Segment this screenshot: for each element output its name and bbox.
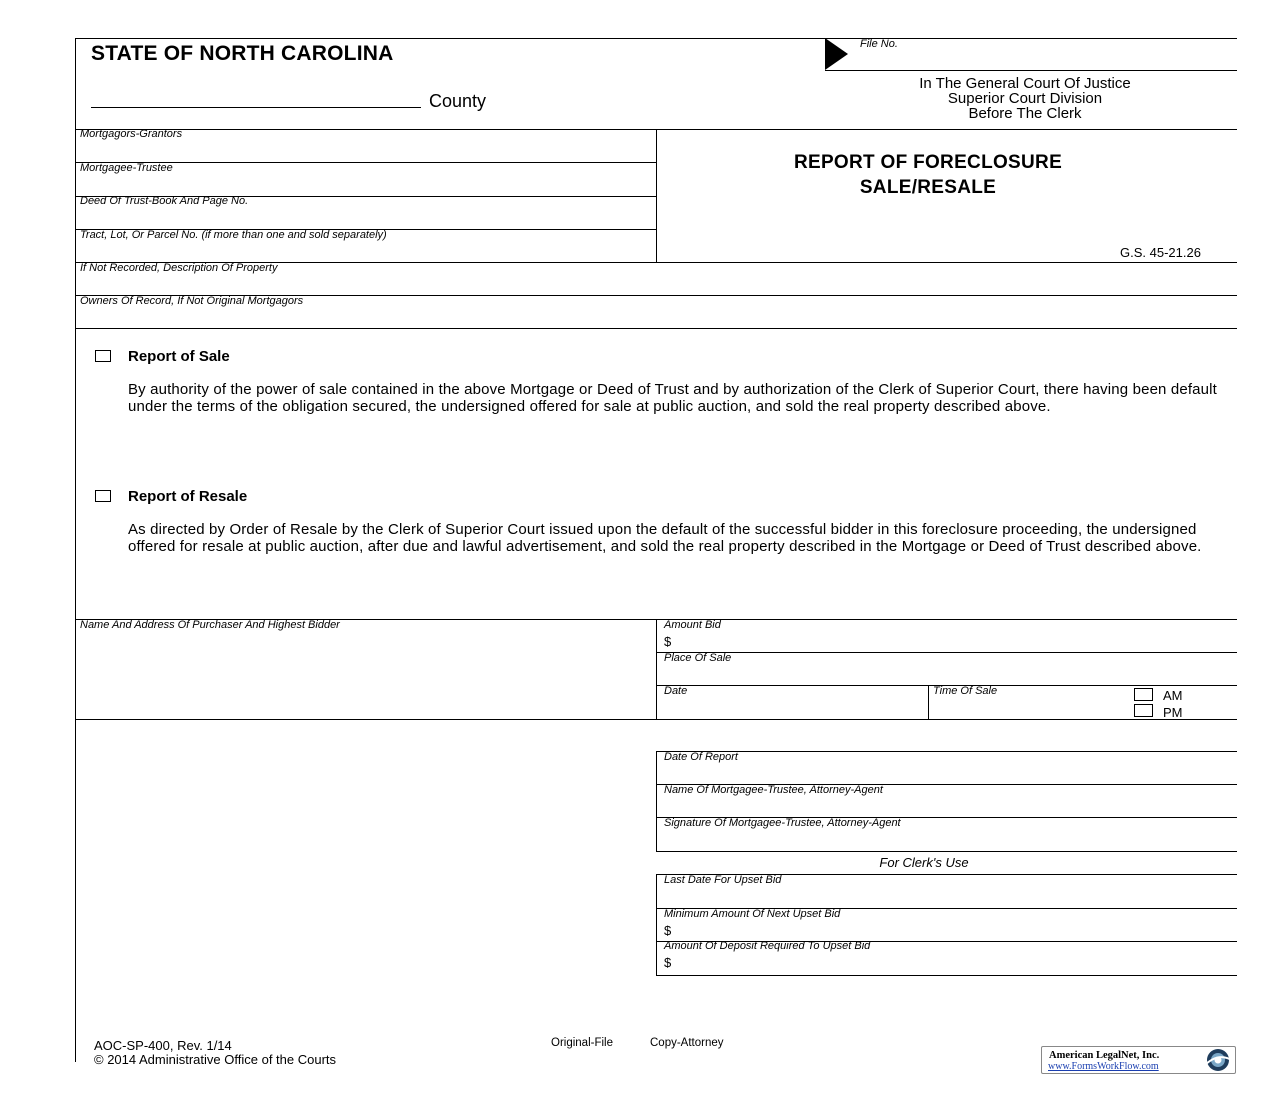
am-checkbox[interactable] bbox=[1134, 688, 1153, 701]
date-time-divider bbox=[928, 685, 929, 719]
legalnet-url: www.FormsWorkFlow.com bbox=[1048, 1061, 1159, 1072]
legalnet-globe-icon bbox=[1200, 1047, 1234, 1073]
amount-bid-dollar: $ bbox=[664, 634, 672, 649]
purchaser-field[interactable] bbox=[80, 636, 650, 714]
date-label: Date bbox=[664, 685, 688, 697]
report-of-sale-title: Report of Sale bbox=[128, 348, 230, 365]
form-top-border bbox=[75, 38, 1237, 39]
report-box-top bbox=[656, 751, 1237, 752]
statute-reference: G.S. 45-21.26 bbox=[1120, 245, 1201, 260]
report-box-left bbox=[656, 751, 657, 851]
min-amount-field[interactable] bbox=[676, 923, 1231, 939]
mortgagee-name-field[interactable] bbox=[664, 799, 1231, 815]
date-field[interactable] bbox=[664, 700, 922, 716]
form-left-border bbox=[75, 38, 76, 1062]
parties-divider bbox=[656, 129, 657, 262]
legalnet-badge[interactable] bbox=[1041, 1046, 1236, 1074]
owners-label: Owners Of Record, If Not Original Mortgagors bbox=[80, 295, 304, 307]
copyright: © 2014 Administrative Office of the Courts bbox=[94, 1052, 337, 1067]
signature-field[interactable] bbox=[664, 832, 1231, 848]
purchaser-label: Name And Address Of Purchaser And Highest Bidder bbox=[80, 619, 340, 631]
form-number: AOC-SP-400, Rev. 1/14 bbox=[94, 1038, 232, 1053]
tract-label: Tract, Lot, Or Parcel No. (if more than one and sold separately) bbox=[80, 229, 387, 241]
clerk-box-bottom bbox=[656, 975, 1237, 976]
deposit-label: Amount Of Deposit Required To Upset Bid bbox=[664, 940, 871, 952]
report-of-resale-text: As directed by Order of Resale by the Clerk of Superior Court issued upon the default of the successful bidder in this foreclosure proceeding, the undersigned offered for resale at public auction, after due and lawful advertisement, and sold the real property described in the Mortgage or Deed of Trust described above. bbox=[128, 521, 1202, 555]
mortgagee-label: Mortgagee-Trustee bbox=[80, 162, 173, 174]
court-line-2: Superior Court Division bbox=[947, 90, 1103, 107]
deed-field[interactable] bbox=[80, 210, 650, 227]
court-line-3: Before The Clerk bbox=[968, 105, 1082, 122]
min-amount-label: Minimum Amount Of Next Upset Bid bbox=[664, 908, 841, 920]
owners-line bbox=[75, 328, 1237, 329]
signature-line bbox=[656, 851, 1237, 852]
date-of-report-label: Date Of Report bbox=[664, 751, 738, 763]
form-title-line-2: SALE/RESALE bbox=[859, 177, 997, 198]
mortgagors-field[interactable] bbox=[80, 143, 650, 160]
file-no-line bbox=[825, 70, 1237, 71]
last-date-upset-field[interactable] bbox=[664, 889, 1231, 905]
time-of-sale-label: Time Of Sale bbox=[933, 685, 998, 697]
legalnet-name: American LegalNet, Inc. bbox=[1049, 1050, 1160, 1061]
amount-bid-label: Amount Bid bbox=[664, 619, 721, 631]
file-no-field[interactable] bbox=[860, 52, 1230, 68]
min-amount-dollar: $ bbox=[664, 923, 672, 938]
report-of-sale-checkbox[interactable] bbox=[95, 350, 111, 362]
last-date-upset-label: Last Date For Upset Bid bbox=[664, 874, 782, 886]
amount-bid-field[interactable] bbox=[676, 634, 1231, 650]
time-of-sale-field[interactable] bbox=[933, 700, 1123, 716]
court-line-1: In The General Court Of Justice bbox=[919, 75, 1131, 92]
pm-checkbox[interactable] bbox=[1134, 704, 1153, 717]
state-title: STATE OF NORTH CAROLINA bbox=[91, 42, 394, 65]
purchase-divider bbox=[656, 619, 657, 719]
clerk-box-left bbox=[656, 874, 657, 975]
pm-label: PM bbox=[1163, 705, 1183, 720]
date-of-report-field[interactable] bbox=[664, 766, 1231, 782]
county-blank-line bbox=[91, 107, 421, 108]
file-no-arrow-icon bbox=[825, 38, 848, 70]
report-of-resale-checkbox[interactable] bbox=[95, 490, 111, 502]
deposit-field[interactable] bbox=[676, 955, 1231, 971]
purchase-bottom-line bbox=[75, 719, 1237, 720]
county-label: County bbox=[429, 91, 487, 111]
place-of-sale-field[interactable] bbox=[664, 667, 1231, 683]
clerks-use-heading: For Clerk's Use bbox=[879, 855, 969, 870]
not-recorded-field[interactable] bbox=[80, 277, 1230, 294]
mortgagors-label: Mortgagors-Grantors bbox=[80, 128, 183, 140]
deposit-dollar: $ bbox=[664, 955, 672, 970]
mortgagee-field[interactable] bbox=[80, 177, 650, 194]
tract-field[interactable] bbox=[80, 244, 650, 261]
report-of-resale-title: Report of Resale bbox=[128, 488, 248, 505]
report-of-sale-text: By authority of the power of sale contained in the above Mortgage or Deed of Trust and by authorization of the Clerk of Superior Court, there having been default under the terms of the obligation secured, the undersigned offered for sale at public auction, and sold the real property described above. bbox=[128, 381, 1217, 415]
signature-label: Signature Of Mortgagee-Trustee, Attorney-Agent bbox=[664, 817, 901, 829]
am-label: AM bbox=[1163, 688, 1183, 703]
distribution-copy: Copy-Attorney bbox=[650, 1037, 724, 1049]
owners-field[interactable] bbox=[80, 310, 1230, 327]
distribution-original: Original-File bbox=[551, 1037, 613, 1049]
form-title bbox=[700, 150, 1156, 200]
mortgagee-name-label: Name Of Mortgagee-Trustee, Attorney-Agent bbox=[664, 784, 883, 796]
place-of-sale-label: Place Of Sale bbox=[664, 652, 732, 664]
form-title-line-1: REPORT OF FORECLOSURE bbox=[793, 152, 1063, 173]
not-recorded-label: If Not Recorded, Description Of Property bbox=[80, 262, 278, 274]
deed-label: Deed Of Trust-Book And Page No. bbox=[80, 195, 249, 207]
amount-bid-line bbox=[656, 652, 1237, 653]
file-no-label: File No. bbox=[860, 38, 898, 50]
court-info bbox=[825, 76, 1225, 121]
